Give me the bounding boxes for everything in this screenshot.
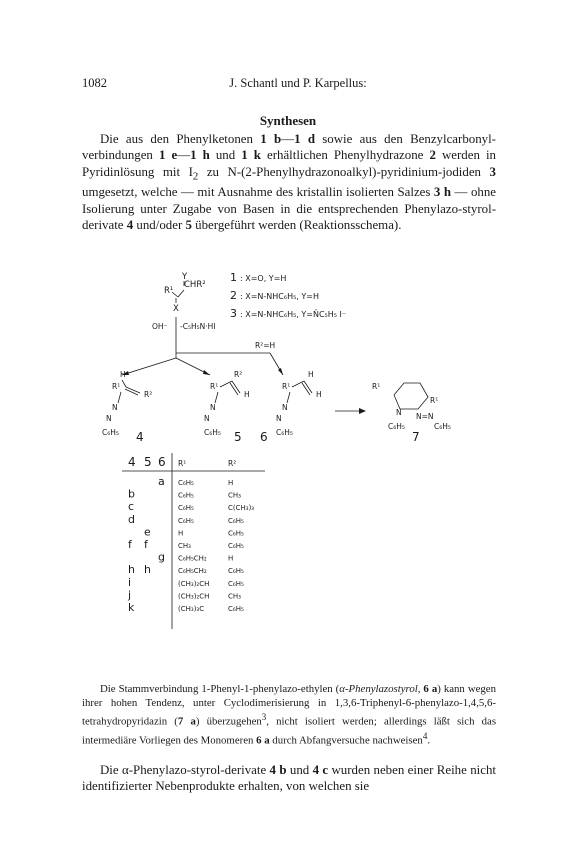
table-cell-r2: C₆H₅ [228, 605, 244, 613]
compound-5 [204, 370, 250, 444]
table-header-3: R¹ [178, 459, 187, 468]
table-header-2: 6 [158, 455, 166, 469]
table-cell-r2: CH₃ [228, 592, 241, 601]
section-title: Synthesen [259, 113, 317, 128]
running-title: J. Schantl und P. Karpellus: [229, 76, 367, 90]
svg-text:N: N [282, 403, 288, 412]
reaction-scheme [100, 263, 500, 633]
table-cell-5: h [144, 563, 151, 577]
svg-text:OH⁻: OH⁻ [152, 322, 168, 331]
table-cell-6: g [158, 550, 165, 564]
svg-text:R²=H: R²=H [255, 341, 276, 350]
table-cell-r2: H [228, 479, 234, 487]
svg-text:C₆H₅: C₆H₅ [388, 422, 405, 431]
compound-legend [230, 271, 346, 320]
table-cell-r1: C₆H₅ [178, 516, 194, 525]
table-cell-r2: C₆H₅ [228, 529, 244, 538]
table-cell-r2: H [228, 554, 234, 563]
svg-text:C₆H₅: C₆H₅ [102, 428, 119, 437]
table-cell-r1: H [178, 529, 184, 538]
table-cell-4: k [128, 601, 135, 614]
table-header-4: R² [228, 459, 237, 468]
svg-text:5: 5 [234, 430, 242, 444]
svg-text:H: H [244, 390, 250, 399]
table-cell-4: f [128, 538, 132, 551]
svg-text:R¹: R¹ [112, 382, 121, 391]
table-cell-6: a [158, 475, 165, 488]
compound-6 [260, 370, 322, 444]
substituent-table [122, 453, 265, 629]
table-cell-4: h [128, 563, 135, 577]
table-header-0: 4 [128, 455, 136, 469]
table-cell-r1: CH₃ [178, 542, 191, 550]
table-cell-r1: C₆H₅ [178, 479, 194, 487]
table-header-1: 5 [144, 455, 152, 469]
svg-text:R¹: R¹ [164, 286, 174, 296]
svg-text:C₆H₅: C₆H₅ [204, 428, 221, 437]
table-cell-r1: (CH₃)₂CH [178, 592, 210, 601]
compound-7 [372, 382, 451, 444]
table-cell-5: f [144, 538, 148, 551]
svg-text:C₆H₅: C₆H₅ [434, 422, 451, 431]
table-cell-r2: CH₃ [228, 491, 241, 500]
dimerization-arrow [335, 408, 366, 414]
svg-text:N: N [396, 408, 402, 417]
svg-text:R¹: R¹ [430, 396, 439, 405]
starting-material [164, 272, 206, 314]
table-cell-r1: C₆H₅ [178, 504, 194, 513]
svg-text:4: 4 [136, 430, 144, 444]
svg-text:7: 7 [412, 430, 420, 444]
compound-4 [102, 370, 152, 444]
table-cell-r1: C₆H₅CH₂ [178, 567, 207, 576]
table-cell-r2: C₆H₅ [228, 542, 244, 550]
svg-text:N: N [106, 414, 112, 423]
paragraph-2: Die Stammverbindung 1-Phenyl-1-phenylazo-ethylen (α-Phenylazostyrol, 6 a) kann wegen ihrer hohen Tendenz, unter Cyclodimerisierung in 1,3,6-Triphenyl-6-phenylazo-1,4,5,6-tetrahydropyridazin (7 a) überzugehen$^3$, nicht isoliert werden; allerdings läßt sich das intermediäre Vorliegen des Monomeren 6 a durch Abfangversuche nachweisen$^4$. [82, 683, 497, 747]
svg-text:N: N [210, 403, 216, 412]
svg-text:3: 3 [230, 307, 237, 320]
svg-text:CHR²: CHR² [184, 280, 206, 290]
svg-text:R²: R² [234, 370, 243, 379]
table-cell-4: d [128, 512, 135, 526]
svg-text:X: X [173, 304, 179, 314]
table-cell-r1: (CH₃)₃C [178, 605, 205, 613]
reaction-conditions [122, 317, 283, 375]
svg-text:1: 1 [230, 271, 237, 284]
table-cell-r2: C₆H₅ [228, 516, 244, 525]
table-cell-r1: (CH₃)₂CH [178, 579, 210, 588]
table-cell-r1: C₆H₅ [178, 491, 194, 500]
svg-text:Y: Y [182, 272, 188, 282]
paragraph-1: Die aus den Phenylketonen 1 b—1 d sowie aus den Benzylcarbonyl-verbindungen 1 e—1 h und 1 k erhältlichen Phenylhydrazone 2 werden in Pyridinlösung mit $I_2$ zu N-(2-Phenylhydrazonoalkyl)-pyridinium-jodiden 3 umgesetzt, welche — mit Ausnahme des kristallin isolierten Salzes 3 h — ohne Isolierung unter Zugabe von Basen in die entsprechenden Phenylazo-styrol-derivate 4 und/oder 5 übergeführt werden (Reaktionsschema). [82, 132, 496, 233]
table-cell-r1: C₆H₅CH₂ [178, 554, 207, 563]
table-cell-r2: C(CH₃)₃ [228, 504, 255, 513]
svg-text:C₆H₅: C₆H₅ [276, 428, 293, 437]
svg-text:: X=N-NHC₆H₅, Y=H: : X=N-NHC₆H₅, Y=H [240, 292, 319, 301]
table-cell-4: b [128, 487, 135, 501]
svg-text:N: N [276, 414, 282, 423]
svg-text:H: H [308, 370, 314, 379]
page-number: 1082 [82, 76, 107, 90]
paragraph-3: Die α-Phenylazo-styrol-derivate 4 b und 4 c wurden neben einer Reihe nicht identifizierter Nebenprodukte erhalten, von welchen sie [82, 763, 496, 794]
svg-text:H: H [316, 390, 322, 399]
svg-text:R¹: R¹ [282, 382, 291, 391]
table-cell-4: j [128, 588, 132, 602]
svg-text:R¹: R¹ [372, 382, 381, 391]
svg-text:: X=N-NHC₆H₅, Y=N̈C₅H₅ I⁻: : X=N-NHC₆H₅, Y=N̈C₅H₅ I⁻ [240, 310, 347, 319]
table-cell-5: e [144, 525, 151, 539]
svg-text:H: H [120, 370, 126, 379]
table-cell-4: c [128, 500, 135, 514]
svg-text:-C₅H₅N·HI: -C₅H₅N·HI [180, 322, 216, 331]
svg-text:2: 2 [230, 289, 237, 302]
svg-text:N: N [112, 403, 118, 412]
svg-text:R¹: R¹ [210, 382, 219, 391]
svg-text:N: N [204, 414, 210, 423]
svg-text:N=N: N=N [416, 412, 434, 421]
table-cell-4: i [128, 575, 132, 589]
svg-text:: X=O, Y=H: : X=O, Y=H [240, 274, 287, 283]
svg-text:6: 6 [260, 430, 268, 444]
table-cell-r2: C₆H₅ [228, 579, 244, 588]
svg-text:R²: R² [144, 390, 153, 399]
table-cell-r2: C₆H₅ [228, 567, 244, 576]
